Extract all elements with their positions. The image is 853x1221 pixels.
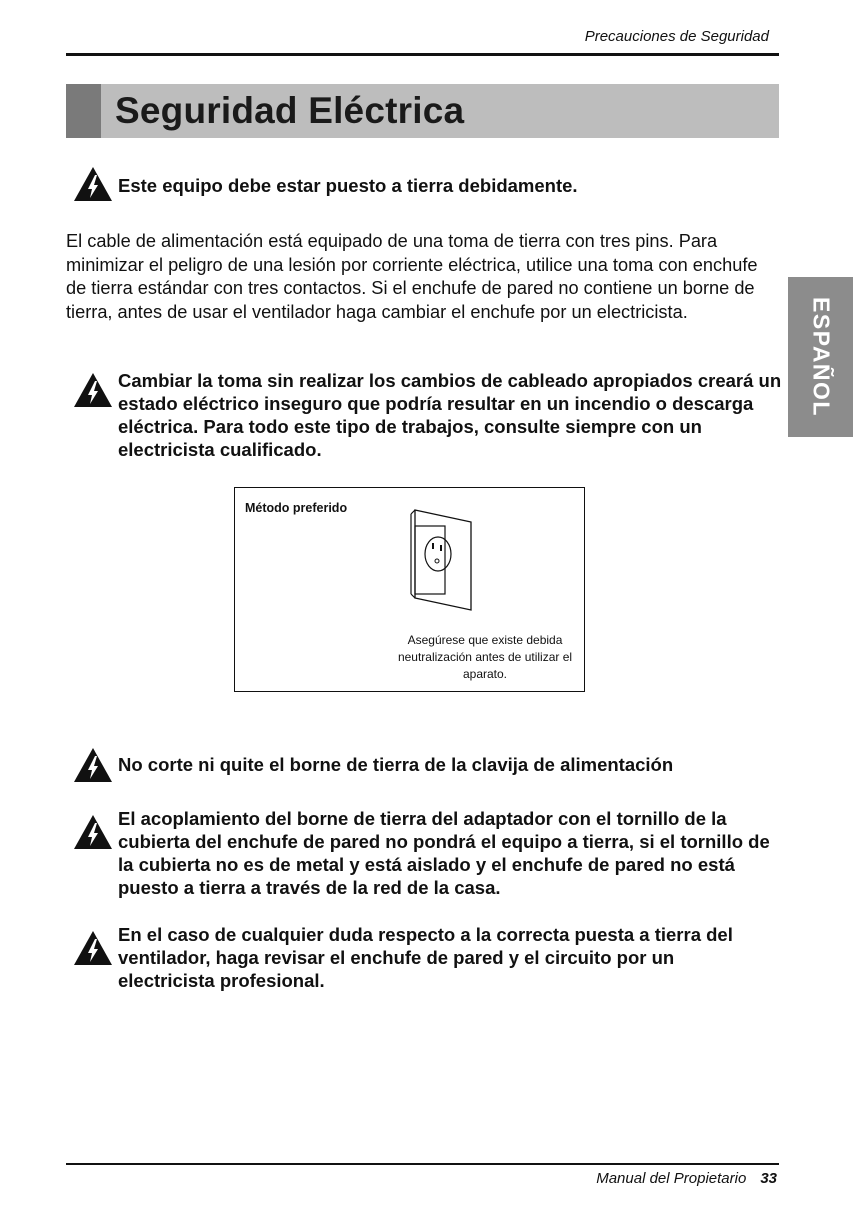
- title-bar: [66, 84, 779, 138]
- page-number: 33: [760, 1170, 777, 1187]
- footer-manual-label: Manual del Propietario: [596, 1170, 747, 1187]
- figure-label: Método preferido: [245, 501, 348, 515]
- language-label: ESPAÑOL: [808, 297, 834, 417]
- warning-ground-equipment: Este equipo debe estar puesto a tierra debidamente.: [118, 175, 578, 196]
- grounding-paragraph: El cable de alimentación está equipado de una toma de tierra con tres pins. Para minimizar el peligro de una lesión por corriente eléctrica, utilice una toma con enchufe de tierra estándar con tres contactos. Si el enchufe de pared no contiene un borne de tierra, antes de usar el ventilador haga cambiar el enchufe por un electricista.: [66, 231, 758, 322]
- header-section-title: Precauciones de Seguridad: [584, 28, 769, 45]
- language-side-tab: [788, 277, 853, 437]
- wall-outlet-icon: [409, 502, 479, 612]
- warning-consult-electrician: En el caso de cualquier duda respecto a la correcta puesta a tierra del ventilador, haga revisar el enchufe de pared y el circuito por un electricista profesional.: [118, 924, 733, 991]
- electric-shock-warning-icon: [73, 814, 113, 850]
- footer-rule: [66, 1163, 779, 1165]
- figure-caption: Asegúrese que existe debida neutralización antes de utilizar el aparato.: [397, 633, 573, 681]
- footer: [596, 1170, 777, 1187]
- title-bar-block: [66, 84, 101, 138]
- page-title: Seguridad Eléctrica: [115, 90, 465, 131]
- electric-shock-warning-icon: [73, 166, 113, 202]
- warning-adapter-screw: El acoplamiento del borne de tierra del adaptador con el tornillo de la cubierta del enchufe de pared no pondrá el equipo a tierra, si el tornillo de la cubierta no es de metal y está aislado y el enchufe de pared no está puesto a tierra a través de la red de la casa.: [118, 808, 770, 898]
- preferred-method-figure: [234, 487, 585, 692]
- header-rule: [66, 53, 779, 56]
- warning-wiring-changes: Cambiar la toma sin realizar los cambios de cableado apropiados creará un estado eléctrico inseguro que podría resultar en un incendio o descarga eléctrica. Para todo este tipo de trabajos, consulte siempre con un electricista cualificado.: [118, 370, 782, 460]
- electric-shock-warning-icon: [73, 747, 113, 783]
- warning-do-not-remove-ground: No corte ni quite el borne de tierra de la clavija de alimentación: [118, 754, 674, 775]
- electric-shock-warning-icon: [73, 930, 113, 966]
- electric-shock-warning-icon: [73, 372, 113, 408]
